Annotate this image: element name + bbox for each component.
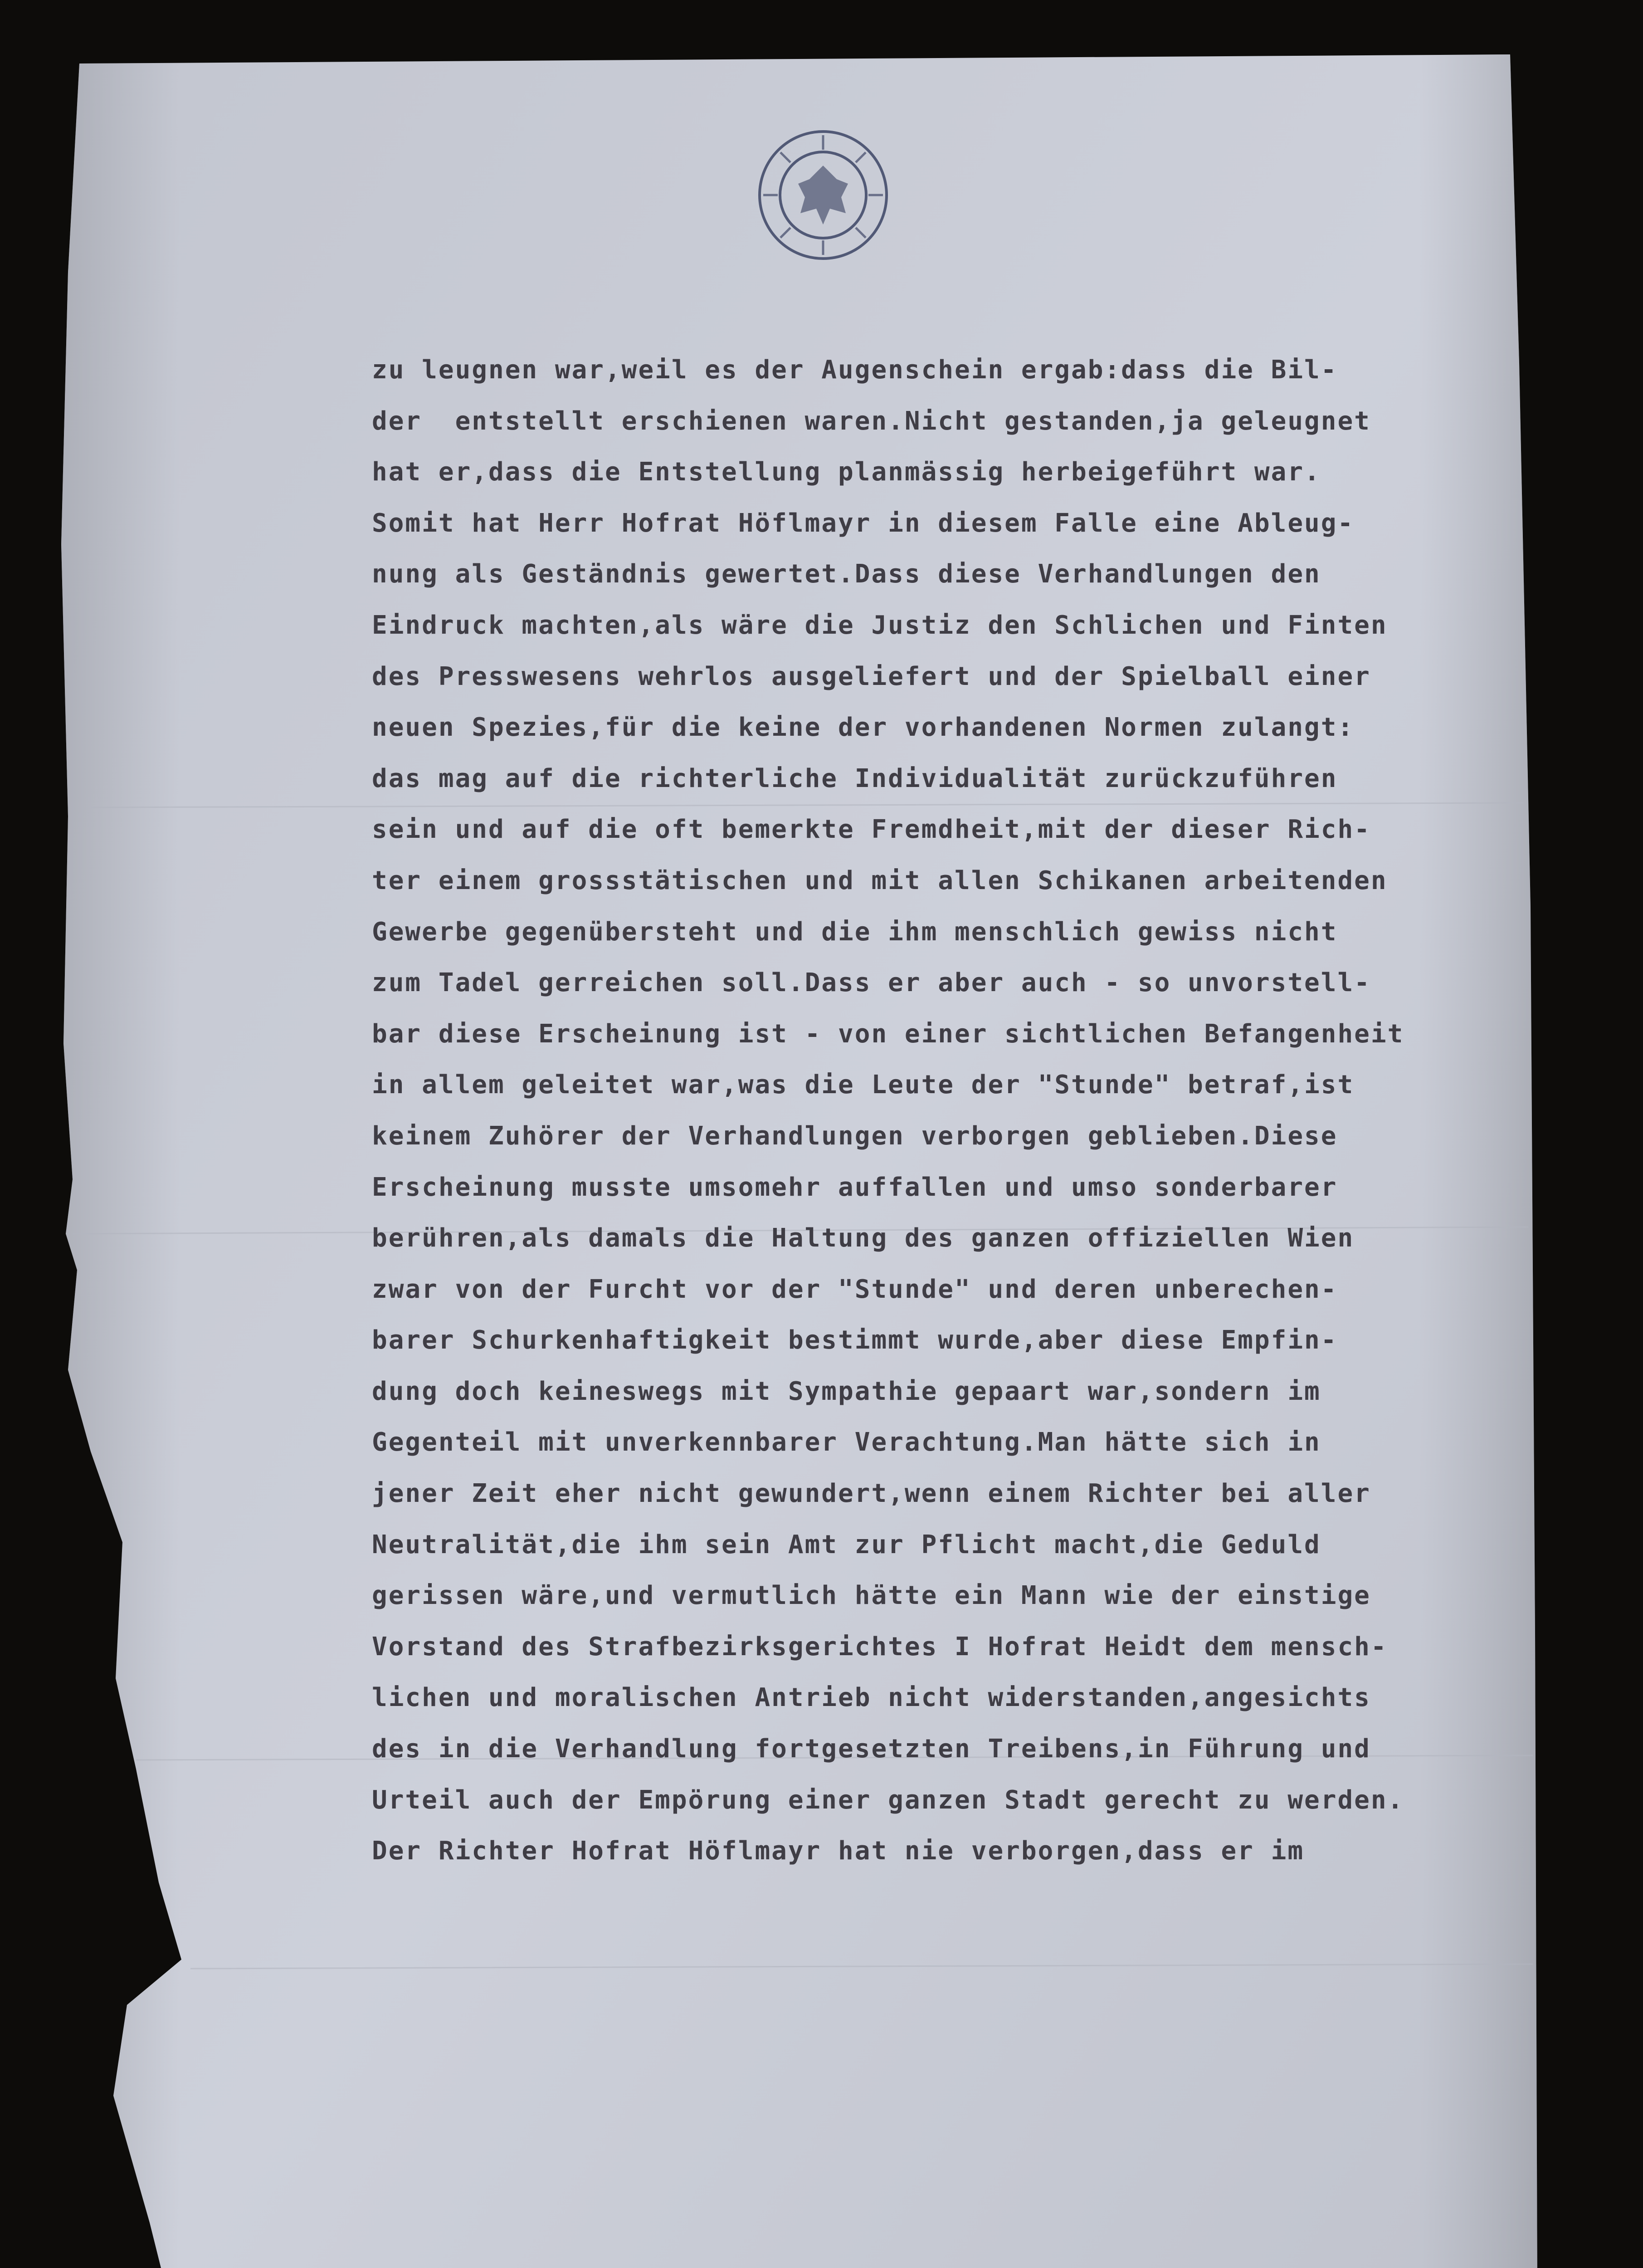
- text-line: ter einem grossstätischen und mit allen Schikanen arbeitenden: [372, 865, 1388, 895]
- typewritten-text: [372, 345, 1533, 2195]
- text-line: sein und auf die oft bemerkte Fremdheit,mit der dieser Rich-: [372, 815, 1371, 845]
- text-line: nung als Geständnis gewertet.Dass diese Verhandlungen den: [372, 559, 1321, 589]
- text-line: hat er,dass die Entstellung planmässig herbeigeführt war.: [372, 457, 1321, 487]
- text-line: lichen und moralischen Antrieb nicht widerstanden,angesichts: [372, 1683, 1371, 1713]
- text-line: Neutralität,die ihm sein Amt zur Pflicht macht,die Geduld: [372, 1530, 1321, 1559]
- text-line: Gegenteil mit unverkennbarer Verachtung.Man hätte sich in: [372, 1427, 1321, 1457]
- text-line: neuen Spezies,für die keine der vorhandenen Normen zulangt:: [372, 713, 1355, 743]
- text-line: des in die Verhandlung fortgesetzten Treibens,in Führung und: [372, 1734, 1371, 1764]
- text-line: zum Tadel gerreichen soll.Dass er aber auch - so unvorstell-: [372, 968, 1371, 998]
- text-line: dung doch keineswegs mit Sympathie gepaart war,sondern im: [372, 1376, 1321, 1406]
- text-line: Der Richter Hofrat Höflmayr hat nie verborgen,dass er im: [372, 1836, 1305, 1866]
- text-line: zu leugnen war,weil es der Augenschein ergab:dass die Bil-: [372, 355, 1338, 385]
- text-line: das mag auf die richterliche Individualität zurückzuführen: [372, 763, 1338, 793]
- text-line: bar diese Erscheinung ist - von einer sichtlichen Befangenheit: [372, 1019, 1404, 1049]
- text-line: Erscheinung musste umsomehr auffallen und umso sonderbarer: [372, 1172, 1338, 1202]
- text-line: Somit hat Herr Hofrat Höflmayr in diesem Falle eine Ableug-: [372, 508, 1355, 538]
- text-line: barer Schurkenhaftigkeit bestimmt wurde,aber diese Empfin-: [372, 1325, 1338, 1355]
- text-line: in allem geleitet war,was die Leute der "Stunde" betraf,ist: [372, 1070, 1355, 1100]
- text-line: keinem Zuhörer der Verhandlungen verborgen geblieben.Diese: [372, 1121, 1338, 1151]
- text-line: der entstellt erschienen waren.Nicht gestanden,ja geleugnet: [372, 406, 1371, 436]
- text-line: des Presswesens wehrlos ausgeliefert und der Spielball einer: [372, 661, 1371, 691]
- text-line: Vorstand des Strafbezirksgerichtes I Hofrat Heidt dem mensch-: [372, 1632, 1388, 1662]
- text-line: zwar von der Furcht vor der "Stunde" und deren unberechen-: [372, 1274, 1338, 1304]
- text-line: gerissen wäre,und vermutlich hätte ein Mann wie der einstige: [372, 1581, 1371, 1611]
- text-line: Urteil auch der Empörung einer ganzen Stadt gerecht zu werden.: [372, 1785, 1404, 1815]
- text-line: jener Zeit eher nicht gewundert,wenn einem Richter bei aller: [372, 1479, 1371, 1509]
- text-line: berühren,als damals die Haltung des ganzen offiziellen Wien: [372, 1223, 1355, 1253]
- text-line: Gewerbe gegenübersteht und die ihm menschlich gewiss nicht: [372, 917, 1338, 947]
- text-line: Eindruck machten,als wäre die Justiz den Schlichen und Finten: [372, 610, 1388, 640]
- archive-stamp: [751, 122, 896, 268]
